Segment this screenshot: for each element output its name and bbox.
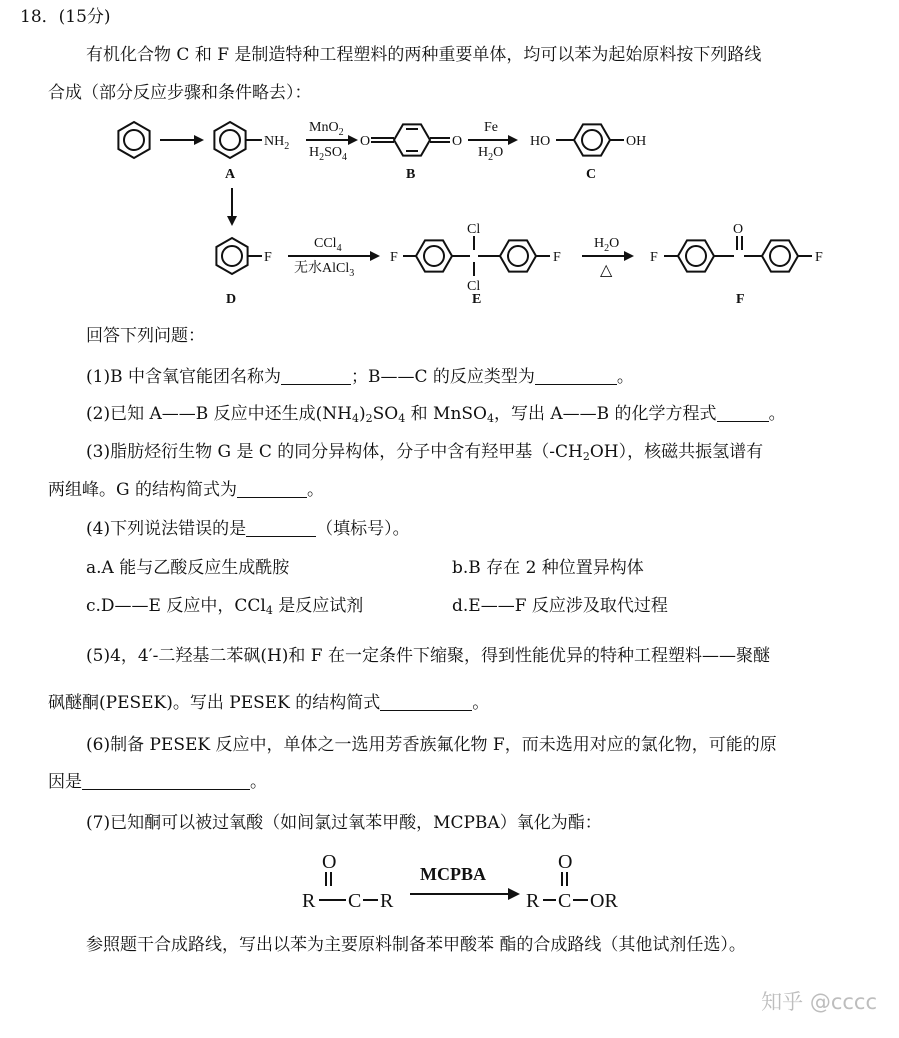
svg-text:O: O [452,134,463,149]
svg-text:Fe: Fe [484,120,498,135]
fluorobenzene-ring [216,238,247,274]
e-right-ring [500,240,536,271]
svg-text:R: R [380,890,394,912]
svg-text:OR: OR [590,890,618,912]
baeyer-villiger-scheme [300,850,640,920]
svg-text:F: F [736,292,745,307]
answer-blank[interactable] [246,520,316,537]
option-b: b.B 存在 2 种位置异构体 [452,558,644,578]
svg-text:R: R [526,890,540,912]
svg-text:F: F [553,250,561,265]
svg-text:H2O: $H_2O$ [478,145,504,163]
svg-text:HO: HO [530,134,551,149]
answer-blank[interactable] [237,481,307,498]
question-1: (1)B 中含氧官能团名称为 ；B——C 的反应类型为 。 [86,367,634,387]
svg-text:R: R [302,890,316,912]
svg-text:F: F [264,250,272,265]
question-5-line-1: (5)4，4′-二羟基二苯砜(H)和 F 在一定条件下缩聚，得到性能优异的特种工程塑料——聚醚 [86,646,771,666]
svg-text:H2SO4: $H_2SO_4$ [309,145,348,163]
question-6-line-2: 因是 。 [48,772,267,792]
svg-text:NH2: $NH_2$ [264,134,290,152]
svg-text:O: O [360,134,371,149]
reaction-arrows [160,135,634,261]
svg-text:F: F [390,250,398,265]
benzene-ring [118,122,149,158]
svg-text:O: O [558,851,573,873]
f-left-ring [678,240,714,271]
svg-text:F: F [815,250,823,265]
svg-text:O: O [733,222,744,237]
svg-text:E: E [472,292,482,307]
question-4: (4)下列说法错误的是 （填标号）。 [86,519,410,539]
question-3-line-2: 两组峰。G 的结构简式为 。 [48,480,324,500]
svg-text:A: A [225,167,236,182]
e-left-ring [416,240,452,271]
question-3-line-1: (3)脂肪烃衍生物 G 是 C 的同分异构体，分子中含有羟甲基$(-CH_2OH)$，核磁共振氢谱有 [86,442,764,463]
svg-text:D: D [226,292,237,307]
answer-blank[interactable] [535,368,617,385]
aniline-ring [214,122,245,158]
svg-text:F: F [650,250,658,265]
question-5-line-2: 砜醚酮(PESEK)。写出 PESEK 的结构简式 。 [48,693,490,713]
svg-text:MnO2: MnO$_2$ [309,120,344,138]
svg-text:C: C [348,890,362,912]
option-c: c.D——E 反应中，CCl$_4$ 是反应试剂 [86,596,364,617]
option-d: d.E——F 反应涉及取代过程 [452,596,668,616]
svg-text:Cl: Cl [467,222,481,237]
svg-text:无水AlCl3: 无水AlCl$_3$ [294,261,355,279]
svg-text:O: O [322,851,337,873]
watermark: 知乎 @cccc [761,990,877,1014]
svg-text:OH: OH [626,134,647,149]
svg-text:B: B [406,167,416,182]
synthesis-scheme [0,0,899,320]
f-right-ring [762,240,798,271]
question-number: 18．(15分) [20,7,111,27]
quinone-ring [394,124,430,155]
answer-blank[interactable] [380,694,472,711]
answer-blank[interactable] [82,773,250,790]
answer-prompt: 回答下列问题： [86,326,205,346]
question-2: (2)已知 A——B 反应中还生成$(NH_4)_2SO_4$ 和 MnSO$_4$，写出 A——B 的化学方程式 。 [86,404,786,425]
svg-text:CCl4: CCl$_4$ [314,236,342,254]
svg-text:Cl: Cl [467,279,481,294]
svg-text:MCPBA: MCPBA [420,864,486,884]
question-7-line-2: 参照题干合成路线，写出以苯为主要原料制备苯甲酸苯 酯的合成路线（其他试剂任选）。 [86,935,746,955]
answer-blank[interactable] [717,405,769,422]
svg-text:C: C [558,890,572,912]
hydroquinone-ring [574,124,610,155]
svg-text:H2O: $H_2O$ [594,236,620,254]
svg-text:C: C [586,167,597,182]
question-6-line-1: (6)制备 PESEK 反应中，单体之一选用芳香族氟化物 F，而未选用对应的氯化物，可能的原 [86,735,777,755]
option-a: a.A 能与乙酸反应生成酰胺 [86,558,290,578]
question-7-line-1: (7)已知酮可以被过氧酸（如间氯过氧苯甲酸，MCPBA）氧化为酯： [86,813,602,833]
intro-line-2: 合成（部分反应步骤和条件略去）： [48,83,312,103]
intro-line-1: 有机化合物 C 和 F 是制造特种工程塑料的两种重要单体，均可以苯为起始原料按下列路线 [86,45,762,65]
answer-blank[interactable] [281,368,351,385]
svg-text:△: △ [600,262,613,279]
